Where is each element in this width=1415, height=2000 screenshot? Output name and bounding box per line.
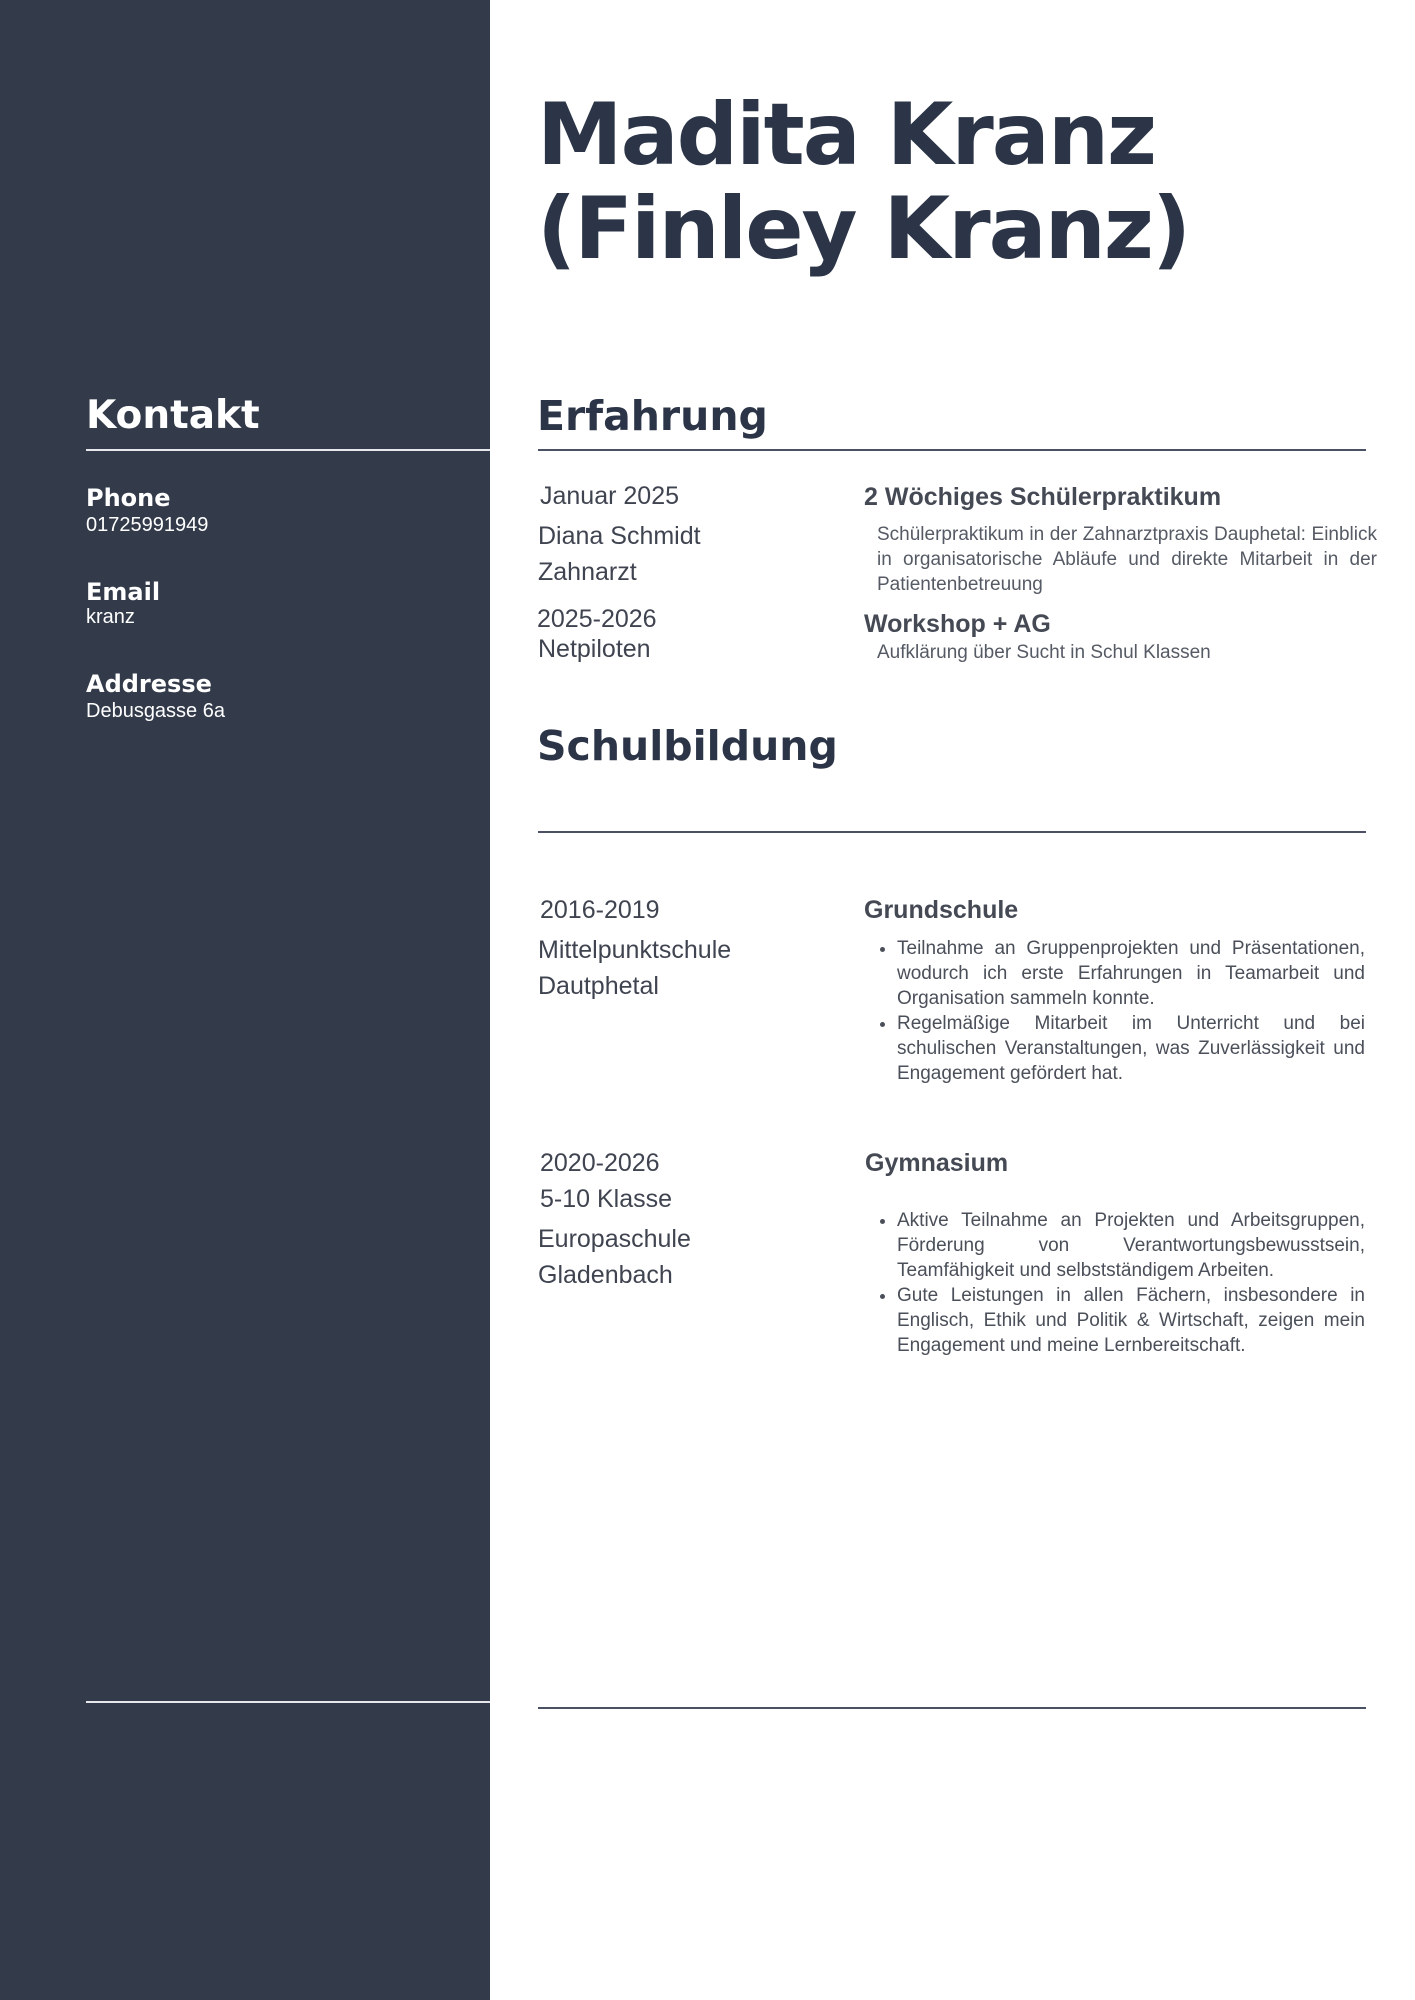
school-2-grade: 5-10 Klasse [540, 1185, 673, 1213]
experience-title: Erfahrung [537, 392, 768, 440]
experience-divider [538, 449, 1366, 451]
experience-date-2: 2025-2026 [537, 605, 657, 633]
email-value: kranz [86, 606, 135, 628]
candidate-name [537, 85, 1397, 279]
address-label: Addresse [86, 670, 212, 698]
experience-item-2-title: Workshop + AG [864, 610, 1051, 638]
school-1-type: Grundschule [864, 896, 1019, 924]
school-2-date: 2020-2026 [540, 1149, 660, 1177]
school-1-date: 2016-2019 [540, 896, 660, 924]
sidebar [0, 0, 490, 2000]
email-label: Email [86, 578, 161, 606]
address-value: Debusgasse 6a [86, 700, 225, 722]
school-2-bullet: • Aktive Teilnahme an Projekten und Arbeitsgruppen, Förderung von Verantwortungsbewusstsein, Teamfähigkeit und selbstständigem Arbeiten. [897, 1208, 1365, 1283]
experience-date-1: Januar 2025 [540, 482, 680, 510]
name-line-1: Madita Kranz [537, 85, 1156, 185]
experience-org-1-line-1: Diana Schmidt [538, 522, 701, 550]
school-1-bullet: • Teilnahme an Gruppenprojekten und Präsentationen, wodurch ich erste Erfahrungen in Teamarbeit und Organisation sammeln konnte. [897, 936, 1365, 1011]
experience-item-1-title: 2 Wöchiges Schülerpraktikum [864, 483, 1222, 511]
sidebar-footer-divider [86, 1701, 490, 1703]
contact-divider [86, 449, 490, 451]
experience-org-2: Netpiloten [538, 635, 651, 663]
experience-item-2-description: Aufklärung über Sucht in Schul Klassen [877, 642, 1211, 663]
phone-label: Phone [86, 484, 171, 512]
school-2-type: Gymnasium [865, 1149, 1009, 1177]
school-1-bullet: • Regelmäßige Mitarbeit im Unterricht und bei schulischen Veranstaltungen, was Zuverlässigkeit und Engagement gefördert hat. [897, 1011, 1365, 1086]
school-1-bullets [865, 936, 1365, 1086]
education-title: Schulbildung [537, 722, 838, 770]
school-2-name-line-2: Gladenbach [538, 1261, 673, 1289]
school-2-bullet: • Gute Leistungen in allen Fächern, insbesondere in Englisch, Ethik und Politik & Wirtschaft, zeigen mein Engagement und meine Lernbereitschaft. [897, 1283, 1365, 1358]
experience-org-1-line-2: Zahnarzt [538, 558, 637, 586]
school-2-name-line-1: Europaschule [538, 1225, 691, 1253]
school-2-bullets [865, 1208, 1365, 1358]
contact-title: Kontakt [86, 393, 260, 438]
phone-value: 01725991949 [86, 514, 209, 536]
education-divider [538, 831, 1366, 833]
name-line-2: (Finley Kranz) [537, 179, 1190, 279]
school-1-name-line-1: Mittelpunktschule [538, 936, 732, 964]
school-1-name-line-2: Dautphetal [538, 972, 659, 1000]
footer-divider [538, 1707, 1366, 1709]
experience-item-1-description: Schülerpraktikum in der Zahnarztpraxis Dauphetal: Einblick in organisatorische Abläufe und direkte Mitarbeit in der Patientenbetreuung [877, 524, 1377, 595]
